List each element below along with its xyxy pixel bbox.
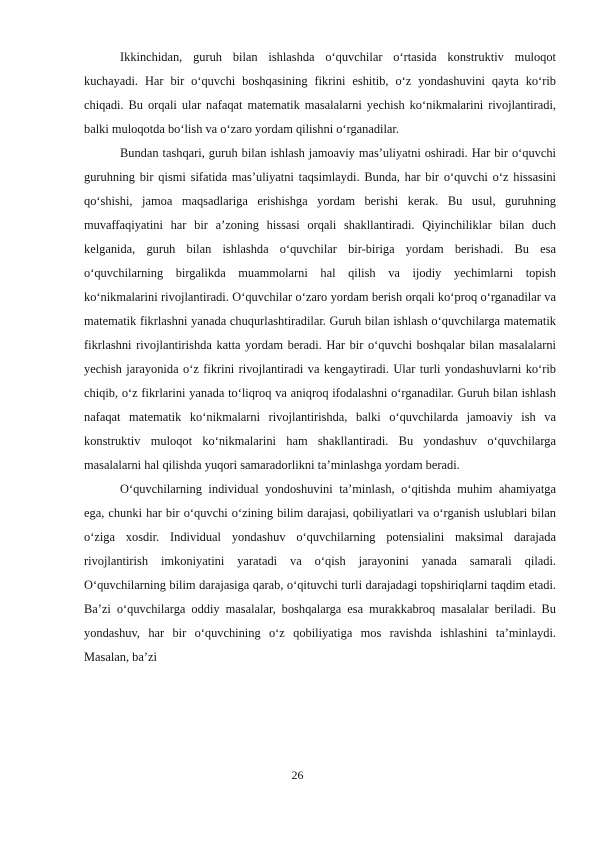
paragraph-collective-responsibility: Bundan tashqari, guruh bilan ishlash jamoaviy mas’uliyatni oshiradi. Har bir o‘quvchi guruhning bir qismi sifatida mas’uliyatni taqsimlaydi. Bunda, har bir o‘quvchi o‘z hissasini qo‘shishi, jamoa maqsadlariga erishishga yordam berishi kerak. Bu usul, guruhning muvaffaqiyatini har bir a’zoning hissasi orqali shakllantiradi. Qiyinchiliklar bilan duch kelganida, guruh bilan ishlashda o‘quvchilar bir-biriga yordam berishadi. Bu esa o‘quvchilarning birgalikda muammolarni hal qilish va ijodiy yechimlarni topish ko‘nikmalarini rivojlantiradi. O‘quvchilar o‘zaro yordam berish orqali ko‘proq o‘rganadilar va matematik fikrlashni yanada chuqurlashtiradilar. Guruh bilan ishlash o‘quvchilarga matematik fikrlashni rivojlantirishda katta yordam beradi. Har bir o‘quvchi boshqalar bilan masalalarni yechish jarayonida o‘z fikrini rivojlantiradi va kengaytiradi. Ular turli yondashuvlarni ko‘rib chiqib, o‘z fikrlarini yanada to‘liqroq va aniqroq ifodalashni o‘rganadilar. Guruh bilan ishlash nafaqat matematik ko‘nikmalarni rivojlantirishda, balki o‘quvchilarda jamoaviy ish va konstruktiv muloqot ko‘nikmalarini ham shakllantiradi. Bu yondashuv o‘quvchilarga masalalarni hal qilishda yuqori samaradorlikni ta’minlashga yordam beradi.	[84, 146, 556, 472]
document-page	[84, 45, 556, 669]
paragraph-group-work-dialogue: Ikkinchidan, guruh bilan ishlashda o‘quvchilar o‘rtasida konstruktiv muloqot kuchayadi. Har bir o‘quvchi boshqasining fikrini eshitib, o‘z yondashuvini qayta ko‘rib chiqadi. Bu orqali ular nafaqat matematik masalalarni yechish ko‘nikmalarini rivojlantiradi, balki muloqotda bo‘lish va o‘zaro yordam qilishni o‘rganadilar.	[84, 50, 556, 136]
page-number: 26	[291, 768, 304, 782]
paragraph-individual-approach: O‘quvchilarning individual yondoshuvini ta’minlash, o‘qitishda muhim ahamiyatga ega, chunki har bir o‘quvchi o‘zining bilim darajasi, qobiliyatlari va o‘rganish uslublari bilan o‘ziga xosdir. Individual yondashuv o‘quvchilarning potensialini maksimal darajada rivojlantirish imkoniyatini yaratadi va o‘qish jarayonini yanada samarali qiladi. O‘quvchilarning bilim darajasiga qarab, o‘qituvchi turli darajadagi topshiriqlarni taqdim etadi. Ba’zi o‘quvchilarga oddiy masalalar, boshqalarga esa murakkabroq masalalar beriladi. Bu yondashuv, har bir o‘quvchining o‘z qobiliyatiga mos ravishda ishlashini ta’minlaydi. Masalan, ba’zi	[84, 482, 556, 664]
